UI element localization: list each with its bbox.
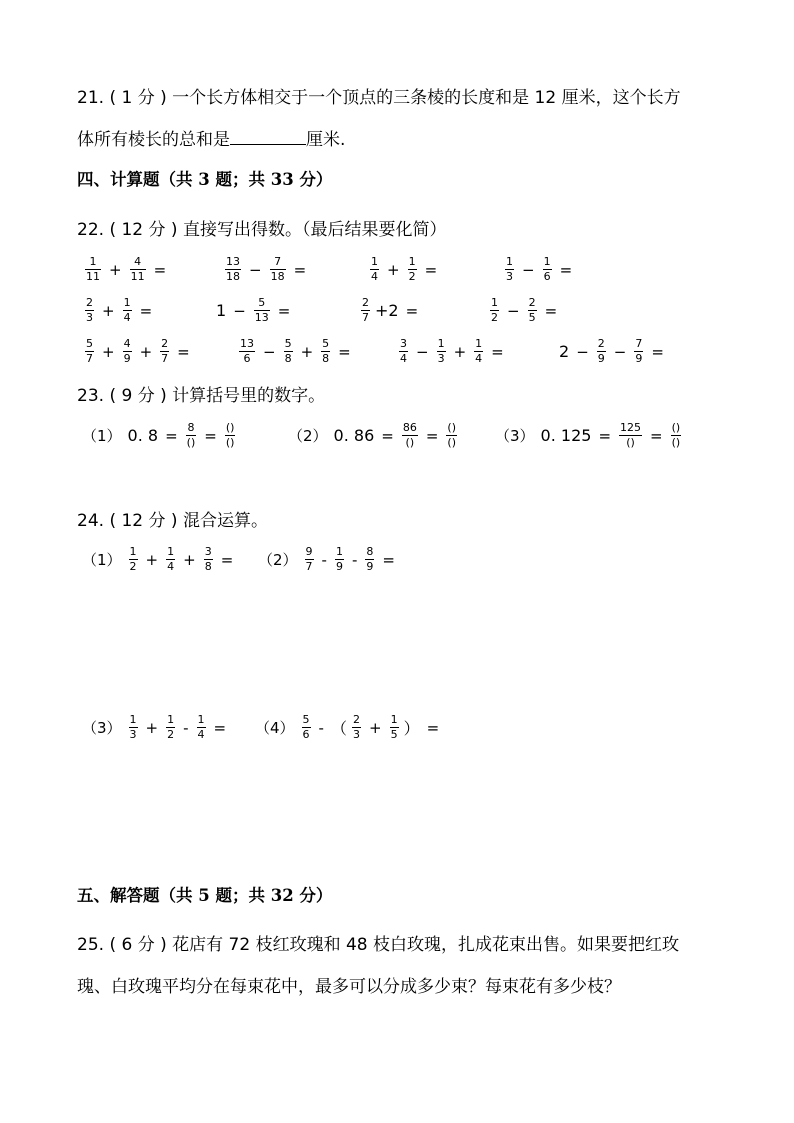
- math-symbol: +: [102, 342, 115, 361]
- q22-expr-1-2: [222, 256, 311, 283]
- math-symbol: =: [650, 426, 663, 445]
- q22-expr-2-1: [82, 297, 157, 324]
- fraction-term: 13: [240, 337, 254, 350]
- math-symbol: 1: [216, 301, 227, 320]
- fraction-term: 125: [620, 421, 642, 434]
- fraction-term: 5: [284, 337, 292, 350]
- math-symbol: =: [293, 260, 307, 279]
- math-symbol: +: [300, 342, 314, 361]
- fraction-term: 7: [305, 560, 313, 573]
- fraction-term: 4: [400, 352, 407, 365]
- fraction-term: (): [671, 421, 681, 434]
- fraction-term: 86: [402, 421, 417, 434]
- answer-blank[interactable]: [230, 128, 306, 145]
- math-symbol: −: [263, 342, 276, 361]
- math-symbol: 0. 8: [127, 426, 159, 445]
- math-symbol: （3）: [82, 719, 122, 737]
- fraction-term: 1: [506, 255, 513, 268]
- fraction-term: 8: [284, 352, 292, 365]
- fraction-term: 5: [322, 337, 330, 350]
- fraction-term: 2: [491, 311, 498, 324]
- math-symbol: =: [424, 260, 438, 279]
- fraction-term: 18: [270, 270, 285, 283]
- fraction: [490, 297, 499, 324]
- fraction-term: 3: [352, 728, 360, 741]
- math-symbol: −: [233, 301, 246, 320]
- fraction-term: 4: [475, 352, 483, 365]
- math-symbol: =: [544, 301, 558, 320]
- fraction-term: 6: [302, 728, 310, 741]
- math-symbol: =: [381, 426, 394, 445]
- math-symbol: -: [318, 718, 324, 737]
- fraction-term: 7: [635, 337, 643, 350]
- q21-line1: 21. ( 1 分 ) 一个长方体相交于一个顶点的三条棱的长度和是 12 厘米，这个长方: [77, 88, 681, 108]
- fraction-term: 7: [86, 352, 93, 365]
- fraction-term: 1: [543, 255, 551, 268]
- section-4-heading: 四、计算题（共 3 题；共 33 分）: [77, 170, 333, 189]
- fraction: [305, 546, 314, 573]
- fraction-term: 5: [86, 337, 93, 350]
- math-symbol: =: [213, 718, 227, 737]
- fraction-term: 4: [134, 255, 142, 268]
- math-symbol: 2: [559, 342, 570, 361]
- section-5-heading: 五、解答题（共 5 题；共 32 分）: [77, 886, 333, 905]
- fraction: [85, 338, 94, 365]
- fraction: [474, 338, 483, 365]
- fraction: [370, 256, 379, 283]
- fraction-term: 13: [254, 311, 269, 324]
- fraction: [528, 297, 537, 324]
- q22-expr-2-4: [487, 297, 562, 324]
- fraction: [671, 422, 682, 449]
- fraction-term: 9: [305, 545, 313, 558]
- fraction: [408, 256, 417, 283]
- fraction-term: 1: [129, 545, 137, 558]
- fraction: [446, 422, 457, 449]
- fraction: [437, 338, 446, 365]
- fraction-term: 2: [352, 713, 360, 726]
- fraction: [352, 714, 361, 741]
- math-symbol: +: [183, 550, 196, 569]
- fraction: [543, 256, 552, 283]
- fraction-term: 1: [491, 296, 498, 309]
- fraction-term: 5: [258, 296, 266, 309]
- q24-title: 24. ( 12 分 ) 混合运算。: [77, 511, 268, 531]
- math-symbol: −: [249, 260, 262, 279]
- fraction: [365, 546, 374, 573]
- fraction: [239, 338, 255, 365]
- fraction-term: 11: [86, 270, 100, 283]
- fraction-term: 2: [167, 728, 175, 741]
- math-symbol: 0. 86: [333, 426, 375, 445]
- math-symbol: =: [153, 260, 167, 279]
- math-symbol: 0. 125: [540, 426, 592, 445]
- math-symbol: −: [613, 342, 627, 361]
- fraction-term: 1: [437, 337, 445, 350]
- q22-expr-1-3: [367, 256, 442, 283]
- fraction-term: 3: [506, 270, 513, 283]
- fraction-term: 1: [197, 713, 205, 726]
- fraction: [160, 338, 169, 365]
- fraction-term: 2: [408, 270, 416, 283]
- fraction-term: 1: [129, 713, 137, 726]
- q21-line2-pre: 体所有棱长的总和是: [77, 130, 230, 150]
- math-symbol: +: [145, 550, 159, 569]
- fraction-term: 3: [86, 311, 93, 324]
- math-symbol: （3）: [495, 427, 535, 445]
- fraction-term: 1: [123, 296, 131, 309]
- math-symbol: （1）: [82, 427, 122, 445]
- math-symbol: =: [277, 301, 291, 320]
- math-symbol: =: [204, 426, 217, 445]
- math-symbol: +2: [375, 301, 399, 320]
- q23-item-1: [82, 422, 238, 449]
- math-symbol: +: [368, 718, 382, 737]
- math-symbol: =: [651, 342, 664, 361]
- fraction: [361, 297, 370, 324]
- math-symbol: =: [405, 301, 419, 320]
- q21-line2: [77, 128, 345, 152]
- fraction: [225, 422, 236, 449]
- math-symbol: （: [330, 719, 347, 738]
- fraction: [302, 714, 311, 741]
- fraction-term: (): [447, 436, 457, 449]
- math-symbol: −: [416, 342, 429, 361]
- fraction-term: 4: [197, 728, 205, 741]
- q22-expr-3-3: [396, 338, 509, 365]
- fraction: [129, 546, 138, 573]
- fraction: [619, 422, 642, 449]
- q21-line2-post: 厘米.: [306, 130, 346, 150]
- math-symbol: =: [426, 718, 440, 737]
- fraction-term: 1: [167, 713, 175, 726]
- math-symbol: （2）: [288, 427, 328, 445]
- math-symbol: +: [453, 342, 467, 361]
- fraction: [129, 714, 138, 741]
- fraction-term: 7: [161, 352, 169, 365]
- fraction: [270, 256, 286, 283]
- fraction-term: (): [225, 421, 235, 434]
- fraction: [225, 256, 241, 283]
- fraction-term: 3: [400, 337, 407, 350]
- fraction: [597, 338, 606, 365]
- fraction-term: 8: [366, 545, 374, 558]
- fraction-term: 13: [226, 255, 240, 268]
- q24-problem-3: [82, 714, 231, 741]
- q22-expr-2-3: [358, 297, 423, 324]
- math-symbol: =: [139, 301, 153, 320]
- fraction-term: 2: [86, 296, 93, 309]
- math-symbol: ）: [403, 719, 420, 738]
- q22-expr-1-4: [502, 256, 577, 283]
- fraction-term: 9: [635, 352, 643, 365]
- fraction: [85, 256, 101, 283]
- fraction-term: 5: [390, 728, 398, 741]
- fraction-term: 2: [161, 337, 169, 350]
- fraction: [197, 714, 206, 741]
- math-symbol: =: [559, 260, 573, 279]
- math-symbol: +: [102, 301, 115, 320]
- q22-expr-3-1: [82, 338, 195, 365]
- fraction-term: 1: [390, 713, 398, 726]
- fraction-term: 3: [204, 545, 212, 558]
- fraction-term: 9: [597, 352, 605, 365]
- fraction-term: 5: [302, 713, 310, 726]
- fraction: [123, 338, 132, 365]
- fraction: [166, 714, 175, 741]
- math-symbol: +: [109, 260, 122, 279]
- math-symbol: -: [183, 718, 189, 737]
- fraction: [284, 338, 293, 365]
- fraction-term: (): [186, 436, 196, 449]
- fraction: [505, 256, 514, 283]
- fraction: [123, 297, 132, 324]
- q24-problem-4: [255, 714, 444, 741]
- fraction-term: 4: [123, 337, 131, 350]
- math-symbol: =: [382, 550, 395, 569]
- fraction-term: 1: [408, 255, 416, 268]
- fraction: [166, 546, 175, 573]
- q25-line2: 瑰、白玫瑰平均分在每束花中，最多可以分成多少束？每束花有多少枝？: [77, 977, 621, 997]
- math-symbol: （1）: [82, 551, 122, 569]
- q23-title: 23. ( 9 分 ) 计算括号里的数字。: [77, 386, 326, 406]
- fraction-term: 18: [226, 270, 240, 283]
- fraction-term: (): [626, 436, 635, 449]
- fraction: [204, 546, 213, 573]
- fraction: [186, 422, 197, 449]
- q24-problem-1: [82, 546, 238, 573]
- fraction-term: 4: [371, 270, 378, 283]
- fraction-term: 1: [475, 337, 483, 350]
- fraction-term: 8: [187, 421, 195, 434]
- fraction: [85, 297, 94, 324]
- math-symbol: −: [522, 260, 535, 279]
- math-symbol: =: [338, 342, 351, 361]
- math-symbol: （2）: [258, 551, 298, 569]
- fraction: [254, 297, 270, 324]
- fraction-term: 6: [243, 352, 251, 365]
- fraction-term: (): [405, 436, 415, 449]
- fraction-term: 1: [89, 255, 97, 268]
- fraction-term: 4: [167, 560, 175, 573]
- fraction-term: 9: [335, 560, 343, 573]
- math-symbol: −: [507, 301, 520, 320]
- math-symbol: =: [177, 342, 190, 361]
- fraction-term: 2: [129, 560, 137, 573]
- math-symbol: =: [491, 342, 504, 361]
- fraction-term: 1: [335, 545, 343, 558]
- q23-item-3: [495, 422, 684, 449]
- fraction-term: (): [447, 421, 457, 434]
- math-symbol: +: [387, 260, 400, 279]
- q23-item-2: [288, 422, 460, 449]
- fraction-term: 5: [528, 311, 536, 324]
- fraction-term: 2: [528, 296, 536, 309]
- q22-expr-2-2: [214, 297, 295, 324]
- q22-expr-3-2: [236, 338, 356, 365]
- math-symbol: =: [165, 426, 178, 445]
- fraction-term: 4: [123, 311, 131, 324]
- fraction-term: 6: [543, 270, 551, 283]
- fraction-term: 1: [371, 255, 378, 268]
- math-symbol: −: [576, 342, 589, 361]
- fraction-term: (): [671, 436, 681, 449]
- fraction-term: 2: [362, 296, 369, 309]
- fraction: [399, 338, 408, 365]
- fraction-term: 7: [362, 311, 369, 324]
- math-symbol: （4）: [255, 719, 295, 737]
- fraction-term: 2: [597, 337, 605, 350]
- math-symbol: =: [220, 550, 234, 569]
- fraction-term: 1: [167, 545, 175, 558]
- fraction-term: 9: [123, 352, 131, 365]
- fraction-term: 8: [204, 560, 212, 573]
- fraction: [321, 338, 330, 365]
- fraction: [402, 422, 418, 449]
- math-symbol: -: [321, 550, 327, 569]
- fraction-term: 8: [322, 352, 330, 365]
- q22-expr-1-1: [82, 256, 171, 283]
- q22-title: 22. ( 12 分 ) 直接写出得数。（最后结果要化简）: [77, 220, 447, 240]
- fraction: [335, 546, 344, 573]
- math-symbol: -: [351, 550, 358, 569]
- fraction-term: 3: [129, 728, 137, 741]
- fraction-term: 3: [437, 352, 445, 365]
- math-symbol: +: [145, 718, 159, 737]
- fraction: [130, 256, 146, 283]
- fraction-term: 11: [130, 270, 145, 283]
- fraction: [390, 714, 399, 741]
- q22-expr-3-4: [557, 338, 669, 365]
- math-symbol: =: [598, 426, 612, 445]
- math-symbol: +: [139, 342, 153, 361]
- fraction: [634, 338, 643, 365]
- math-symbol: =: [425, 426, 439, 445]
- q25-line1: 25. ( 6 分 ) 花店有 72 枝红玫瑰和 48 枝白玫瑰，扎成花束出售。如果要把红玫: [77, 935, 680, 955]
- fraction-term: 9: [366, 560, 374, 573]
- fraction-term: 7: [274, 255, 282, 268]
- q24-problem-2: [258, 546, 400, 573]
- fraction-term: (): [225, 436, 235, 449]
